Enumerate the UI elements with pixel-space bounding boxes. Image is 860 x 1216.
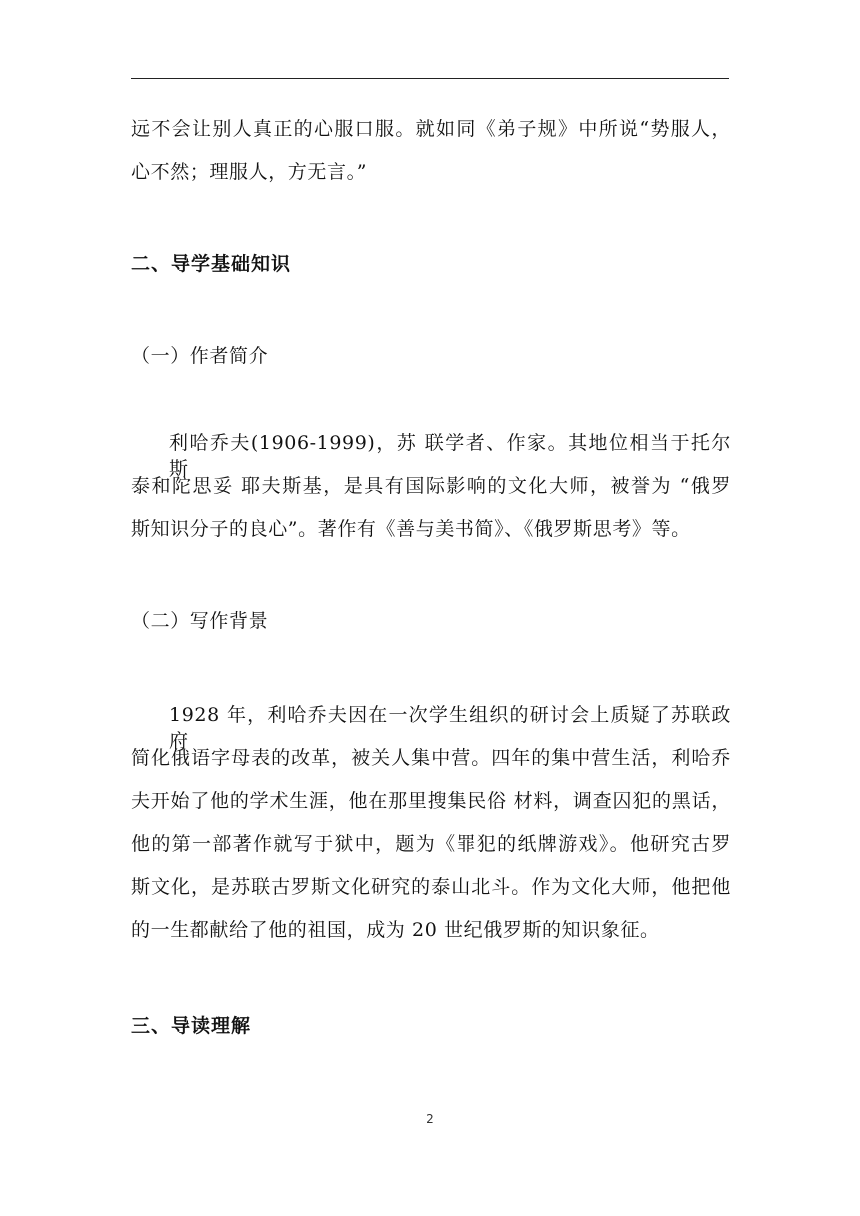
subsection-title: （一）作者简介	[131, 345, 269, 367]
body-text-line: 夫开始了他的学术生涯，他在那里搜集民俗 材料，调查囚犯的黑话，	[131, 790, 731, 812]
subsection-title: （二）写作背景	[131, 610, 269, 632]
body-text-line: 心不然；理服人，方无言。”	[131, 161, 368, 183]
section-heading: 二、导学基础知识	[131, 253, 292, 275]
body-text-line: 利哈乔夫(1906-1999)，苏 联学者、作家。其地位相当于托尔斯	[169, 432, 731, 480]
body-text-line: 远不会让别人真正的心服口服。就如同《弟子规》中所说“势服人，	[131, 118, 731, 140]
body-text-line: 斯文化，是苏联古罗斯文化研究的泰山北斗。作为文化大师，他把他	[131, 876, 731, 898]
body-text-line: 泰和陀思妥 耶夫斯基，是具有国际影响的文化大师，被誉为 “俄罗	[131, 475, 731, 497]
body-text-line: 1928 年，利哈乔夫因在一次学生组织的研讨会上质疑了苏联政府	[169, 704, 731, 752]
section-heading: 三、导读理解	[131, 1015, 252, 1037]
body-text-line: 斯知识分子的良心”。著作有《善与美书简》、《俄罗斯思考》等。	[131, 518, 691, 540]
page-number: 2	[426, 1112, 434, 1126]
body-text-line: 他的第一部著作就写于狱中，题为《罪犯的纸牌游戏》。他研究古罗	[131, 833, 731, 855]
body-text-line: 的一生都献给了他的祖国，成为 20 世纪俄罗斯的知识象征。	[131, 919, 660, 941]
body-text-line: 简化俄语字母表的改革，被关人集中营。四年的集中营生活，利哈乔	[131, 747, 731, 769]
header-rule	[131, 78, 729, 79]
